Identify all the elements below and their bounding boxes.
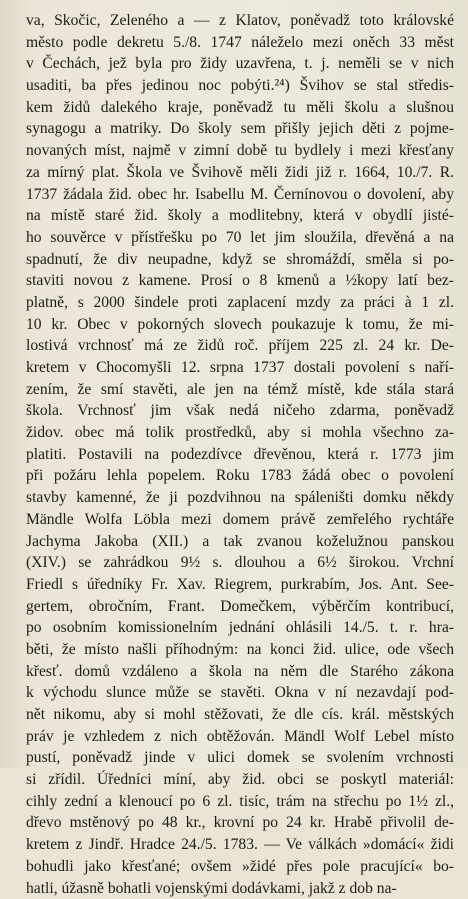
- text-line: škola. Vrchnosť jim však nedá ničeho zdarma, poněvadž: [26, 400, 454, 422]
- text-line: si zřídil. Úředníci míní, aby žid. obci se poskytl materiál:: [26, 769, 454, 791]
- text-line: staviti novou z kamene. Prosí o 8 kmenů a ½kopy latí bez-: [26, 270, 454, 292]
- text-line: za mírný plat. Škola ve Švihově měli židi již r. 1664, 10./7. R.: [26, 162, 454, 184]
- text-line: stavby kamenné, že ji pozdvihnou na spáleništi domku někdy: [26, 487, 454, 509]
- text-line: spadnutí, že div neupadne, když se shromáždí, směla si po-: [26, 249, 454, 271]
- text-line: lostivá vrchnosť má ze židů roč. příjem 225 zl. 24 kr. De-: [26, 335, 454, 357]
- text-line: synagogu a matriky. Do školy sem přišly jejich děti z pojme-: [26, 118, 454, 140]
- text-line: zením, že smí stavěti, ale jen na témž místě, kde stála stará: [26, 379, 454, 401]
- text-line: bohudli jako křesťané; ovšem »židé přes pole pracující« bo-: [26, 856, 454, 878]
- text-line: pustí, poněvadž jinde v ulici domek se svolením vrchnosti: [26, 747, 454, 769]
- text-line: město podle dekretu 5./8. 1747 náleželo mezi oněch 33 měst: [26, 32, 454, 54]
- text-line: platiti. Postavili na podezdívce dřevěnou, která r. 1773 jim: [26, 444, 454, 466]
- text-line: práv je vzhledem z nich obtěžován. Mändl Wolf Lebel místo: [26, 726, 454, 748]
- text-line: Friedl s úředníky Fr. Xav. Riegrem, purkrabím, Jos. Ant. See-: [26, 574, 454, 596]
- text-line: kem židů dalekého kraje, poněvadž tu měli školu a slušnou: [26, 97, 454, 119]
- text-line: běti, že místo našli příhodným: na konci žid. ulice, ode všech: [26, 639, 454, 661]
- text-line: Mändle Wolfa Löbla mezi domem právě zemřelého rychtáře: [26, 509, 454, 531]
- text-line: kretem v Chocomyšli 12. srpna 1737 dostali povolení s naří-: [26, 357, 454, 379]
- text-line: po osobním komissionelním jednání ohlásili 14./5. t. r. hra-: [26, 617, 454, 639]
- text-line: ho souvěrce v přístřešku po 70 let jim sloužila, dřevěná a na: [26, 227, 454, 249]
- text-line: 1737 žádala žid. obec hr. Isabellu M. Černínovou o dovolení, aby: [26, 184, 454, 206]
- text-line: 10 kr. Obec v pokorných slovech poukazuje k tomu, že mi-: [26, 314, 454, 336]
- text-line: na místě staré žid. školy a modlitebny, která v obydlí jisté-: [26, 205, 454, 227]
- text-line: novaných míst, najmě v zimní době tu bydlely i mezi křesťany: [26, 140, 454, 162]
- text-line: k východu slunce může se stavěti. Okna v ní nezavdají pod-: [26, 682, 454, 704]
- text-line: křesť. domů vzdáleno a škola na něm dle Starého zákona: [26, 661, 454, 683]
- text-line: v Čechách, jež byla pro židy uzavřena, t. j. neměli se v nich: [26, 53, 454, 75]
- text-line: (XIV.) se zahrádkou 9½ s. dlouhou a 6½ širokou. Vrchní: [26, 552, 454, 574]
- text-line: usaditi, ba přes jedinou noc pobýti.²⁴) Švihov se stal středis-: [26, 75, 454, 97]
- text-line: platně, s 2000 šindele proti zaplacení mzdy za práci à 1 zl.: [26, 292, 454, 314]
- text-line: cihly zední a klenoucí po 6 zl. tisíc, trám na střechu po 1½ zl.,: [26, 791, 454, 813]
- text-line: va, Skočic, Zeleného a — z Klatov, poněvadž toto královské: [26, 10, 454, 32]
- text-line: hatli, úžasně bohatli vojenskými dodávkami, jakž z dob na-: [26, 878, 454, 899]
- text-line: při požáru lehla popelem. Roku 1783 žádá obec o povolení: [26, 465, 454, 487]
- text-line: židov. obec má tolik prostředků, aby si mohla všechno za-: [26, 422, 454, 444]
- text-line: gertem, obročním, Frant. Domečkem, výběrčím kontribucí,: [26, 596, 454, 618]
- text-line: nět nikomu, aby si mohl stěžovati, že dle cís. král. městských: [26, 704, 454, 726]
- text-line: kretem z Jindř. Hradce 24./5. 1783. — Ve válkách »domácí« židi: [26, 834, 454, 856]
- body-text: [26, 10, 454, 899]
- text-line: dřevo mstěnový po 48 kr., krovní po 24 kr. Hrabě přivolil de-: [26, 812, 454, 834]
- text-line: Jachyma Jakoba (XII.) a tak zvanou koželužnou panskou: [26, 531, 454, 553]
